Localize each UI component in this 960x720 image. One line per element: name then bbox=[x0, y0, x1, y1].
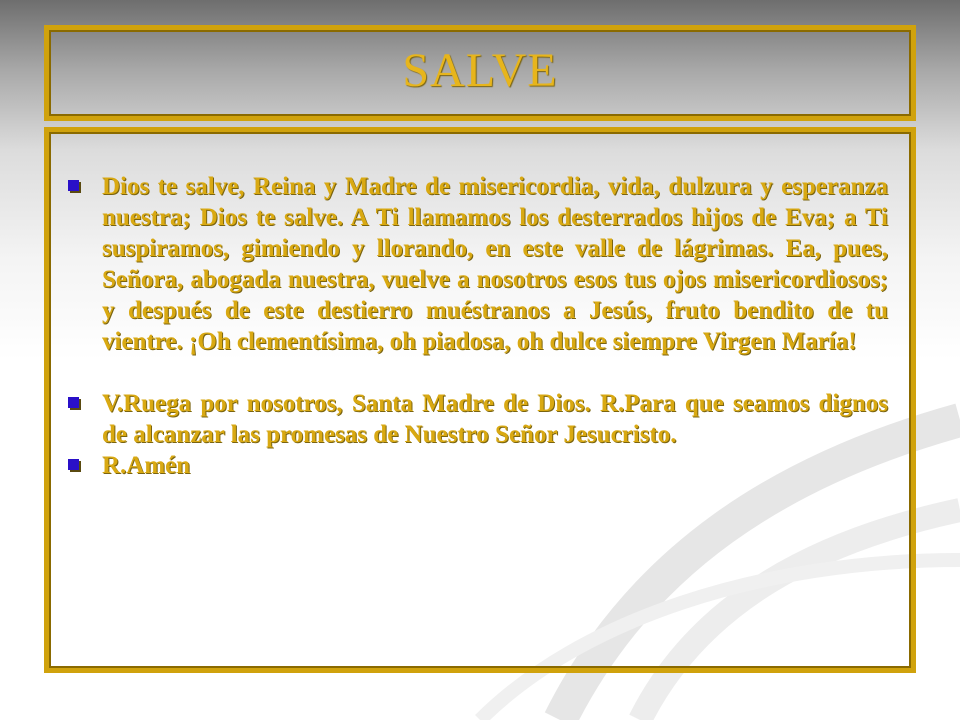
amen-text: R.Amén bbox=[102, 452, 191, 479]
list-item-amen bbox=[64, 450, 888, 481]
square-bullet-icon bbox=[68, 180, 79, 191]
title-frame bbox=[44, 25, 916, 121]
list-item-prayer bbox=[64, 171, 888, 357]
square-bullet-icon bbox=[68, 459, 79, 470]
slide-title: SALVE bbox=[402, 43, 558, 97]
bullet-list bbox=[64, 171, 888, 481]
list-item-versicle bbox=[64, 388, 888, 450]
versicle-text: V.Ruega por nosotros, Santa Madre de Dios. R.Para que seamos dignos de alcanzar las promesas de Nuestro Señor Jesucristo. bbox=[102, 390, 888, 448]
content-frame bbox=[44, 127, 916, 673]
prayer-text: Dios te salve, Reina y Madre de misericordia, vida, dulzura y esperanza nuestra; Dios te salve. A Ti llamamos los desterrados hijos de Eva; a Ti suspiramos, gimiendo y llorando, en este valle de lágrimas. Ea, pues, Señora, abogada nuestra, vuelve a nosotros esos tus ojos misericordiosos; y después de este destierro muéstranos a Jesús, fruto bendito de tu vientre. ¡Oh clementísima, oh piadosa, oh dulce siempre Virgen María! bbox=[102, 173, 888, 355]
square-bullet-icon bbox=[68, 397, 79, 408]
